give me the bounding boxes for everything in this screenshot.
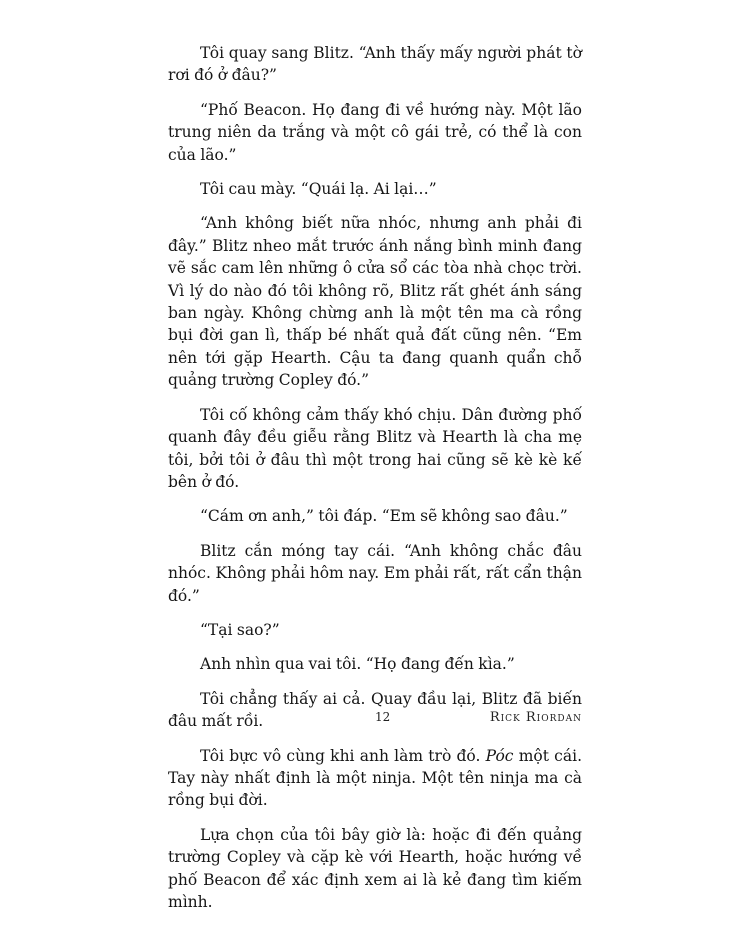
page-number: 12 — [375, 710, 391, 724]
paragraph-6: “Cám ơn anh,” tôi đáp. “Em sẽ không sao đâu.” — [200, 507, 568, 526]
paragraph-10: Tôi chẳng thấy ai cả. Quay đầu lại, Blitz đã biến đâu mất rồi. — [168, 689, 582, 731]
paragraph-11-before: Tôi bực vô cùng khi anh làm trò đó. — [200, 746, 486, 765]
paragraph-11-emphasis: Póc — [485, 746, 514, 765]
paragraph-11-after: một cái. Tay này nhất định là một ninja. Một tên ninja ma cà rồng bụi đời. — [168, 746, 582, 810]
paragraph-11 — [168, 745, 582, 812]
paragraph-2: “Phố Beacon. Họ đang đi về hướng này. Một lão trung niên da trắng và một cô gái trẻ, có thể là con của lão.” — [168, 100, 582, 164]
paragraph-7: Blitz cắn móng tay cái. “Anh không chắc đâu nhóc. Không phải hôm nay. Em phải rất, rất cẩn thận đó.” — [168, 541, 582, 605]
paragraph-3: Tôi cau mày. “Quái lạ. Ai lại…” — [200, 180, 437, 199]
paragraph-8: “Tại sao?” — [200, 620, 280, 639]
paragraph-4: “Anh không biết nữa nhóc, nhưng anh phải đi đây.” Blitz nheo mắt trước ánh nắng bình minh đang vẽ sắc cam lên những ô cửa sổ các tòa nhà chọc trời. Vì lý do nào đó tôi không rõ, Blitz rất ghét ánh sáng ban ngày. Không chừng anh là một tên ma cà rồng bụi đời gan lì, thấp bé nhất quả đất cũng nên. “Em nên tới gặp Hearth. Cậu ta đang quanh quẩn chỗ quảng trường Copley đó.” — [168, 214, 582, 390]
running-footer-author: Rick Riordan — [489, 710, 582, 725]
paragraph-1: Tôi quay sang Blitz. “Anh thấy mấy người phát tờ rơi đó ở đâu?” — [168, 44, 582, 85]
paragraph-5: Tôi cố không cảm thấy khó chịu. Dân đường phố quanh đây đều giễu rằng Blitz và Hearth là cha mẹ tôi, bởi tôi ở đâu thì một trong hai cũng sẽ kè kè kế bên ở đó. — [168, 405, 582, 491]
page-body — [168, 42, 582, 925]
paragraph-9: Anh nhìn qua vai tôi. “Họ đang đến kìa.” — [200, 655, 515, 674]
paragraph-12: Lựa chọn của tôi bây giờ là: hoặc đi đến quảng trường Copley và cặp kè với Hearth, hoặc hướng về phố Beacon để xác định xem ai là kẻ đang tìm kiếm mình. — [168, 825, 582, 911]
page-footer — [168, 710, 582, 725]
